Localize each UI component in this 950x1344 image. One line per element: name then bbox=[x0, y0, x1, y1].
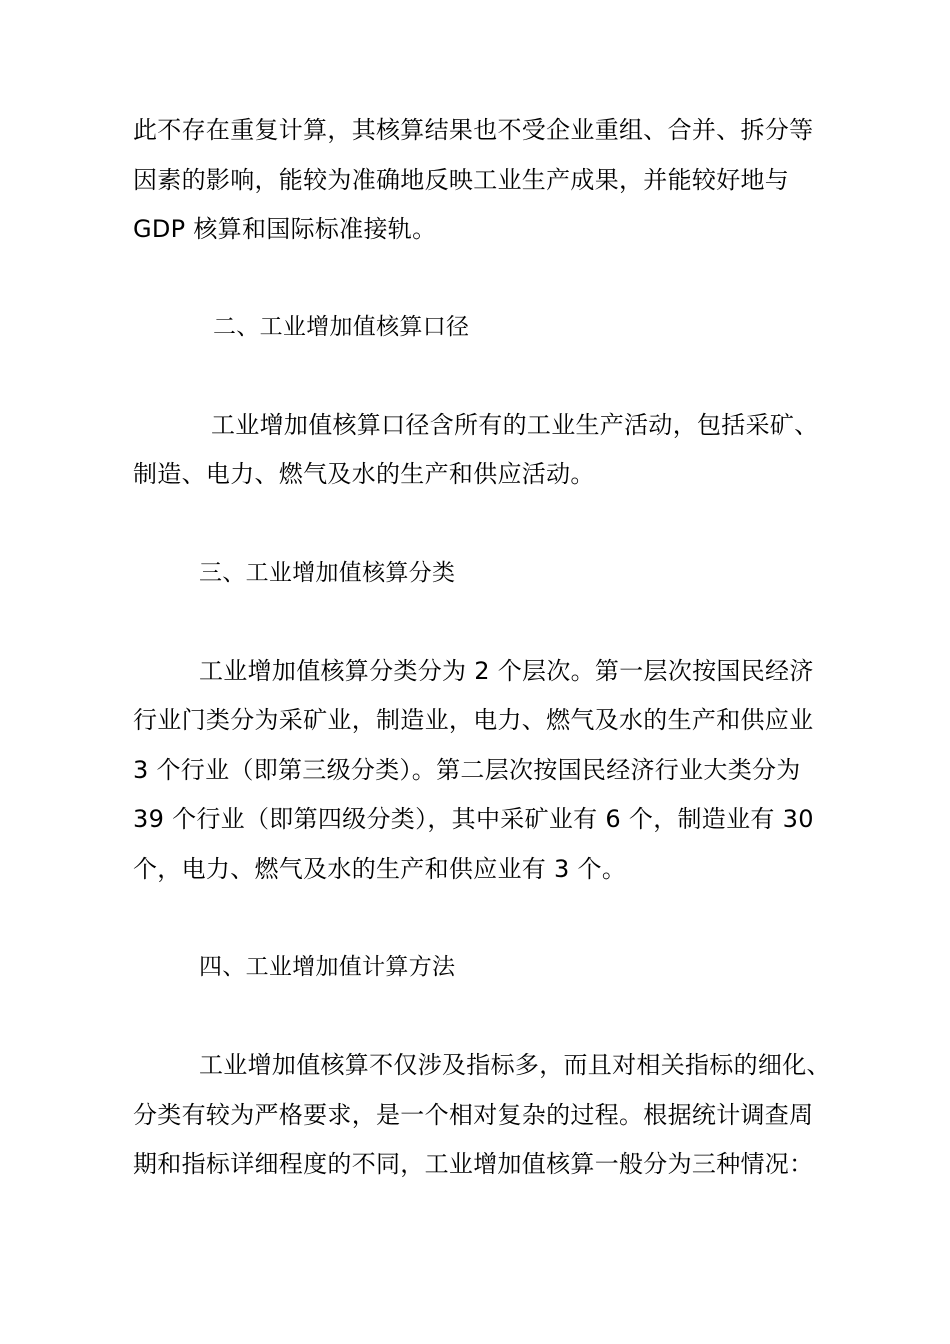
paragraph-line: 期和指标详细程度的不同，工业增加值核算一般分为三种情况： bbox=[133, 1150, 814, 1178]
section-heading: 四、工业增加值计算方法 bbox=[199, 954, 456, 980]
section-heading: 二、工业增加值核算口径 bbox=[213, 314, 470, 340]
paragraph-line: 39 个行业（即第四级分类），其中采矿业有 6 个，制造业有 30 bbox=[133, 805, 814, 833]
paragraph-line: 工业增加值核算口径含所有的工业生产活动，包括采矿、 bbox=[211, 411, 819, 439]
paragraph-line: 工业增加值核算分类分为 2 个层次。第一层次按国民经济 bbox=[199, 657, 814, 685]
section-heading: 三、工业增加值核算分类 bbox=[199, 560, 456, 586]
paragraph-line: 3 个行业（即第三级分类）。第二层次按国民经济行业大类分为 bbox=[133, 756, 801, 784]
paragraph-line: 工业增加值核算不仅涉及指标多，而且对相关指标的细化、 bbox=[199, 1051, 831, 1079]
paragraph-line: 分类有较为严格要求，是一个相对复杂的过程。根据统计调查周 bbox=[133, 1101, 814, 1129]
paragraph-line: 此不存在重复计算，其核算结果也不受企业重组、合并、拆分等 bbox=[133, 116, 814, 144]
paragraph-line: GDP 核算和国际标准接轨。 bbox=[133, 215, 437, 243]
paragraph-line: 因素的影响，能较为准确地反映工业生产成果，并能较好地与 bbox=[133, 166, 790, 194]
paragraph-line: 制造、电力、燃气及水的生产和供应活动。 bbox=[133, 460, 595, 488]
paragraph-line: 行业门类分为采矿业，制造业，电力、燃气及水的生产和供应业 bbox=[133, 706, 814, 734]
paragraph-line: 个，电力、燃气及水的生产和供应业有 3 个。 bbox=[133, 855, 627, 883]
